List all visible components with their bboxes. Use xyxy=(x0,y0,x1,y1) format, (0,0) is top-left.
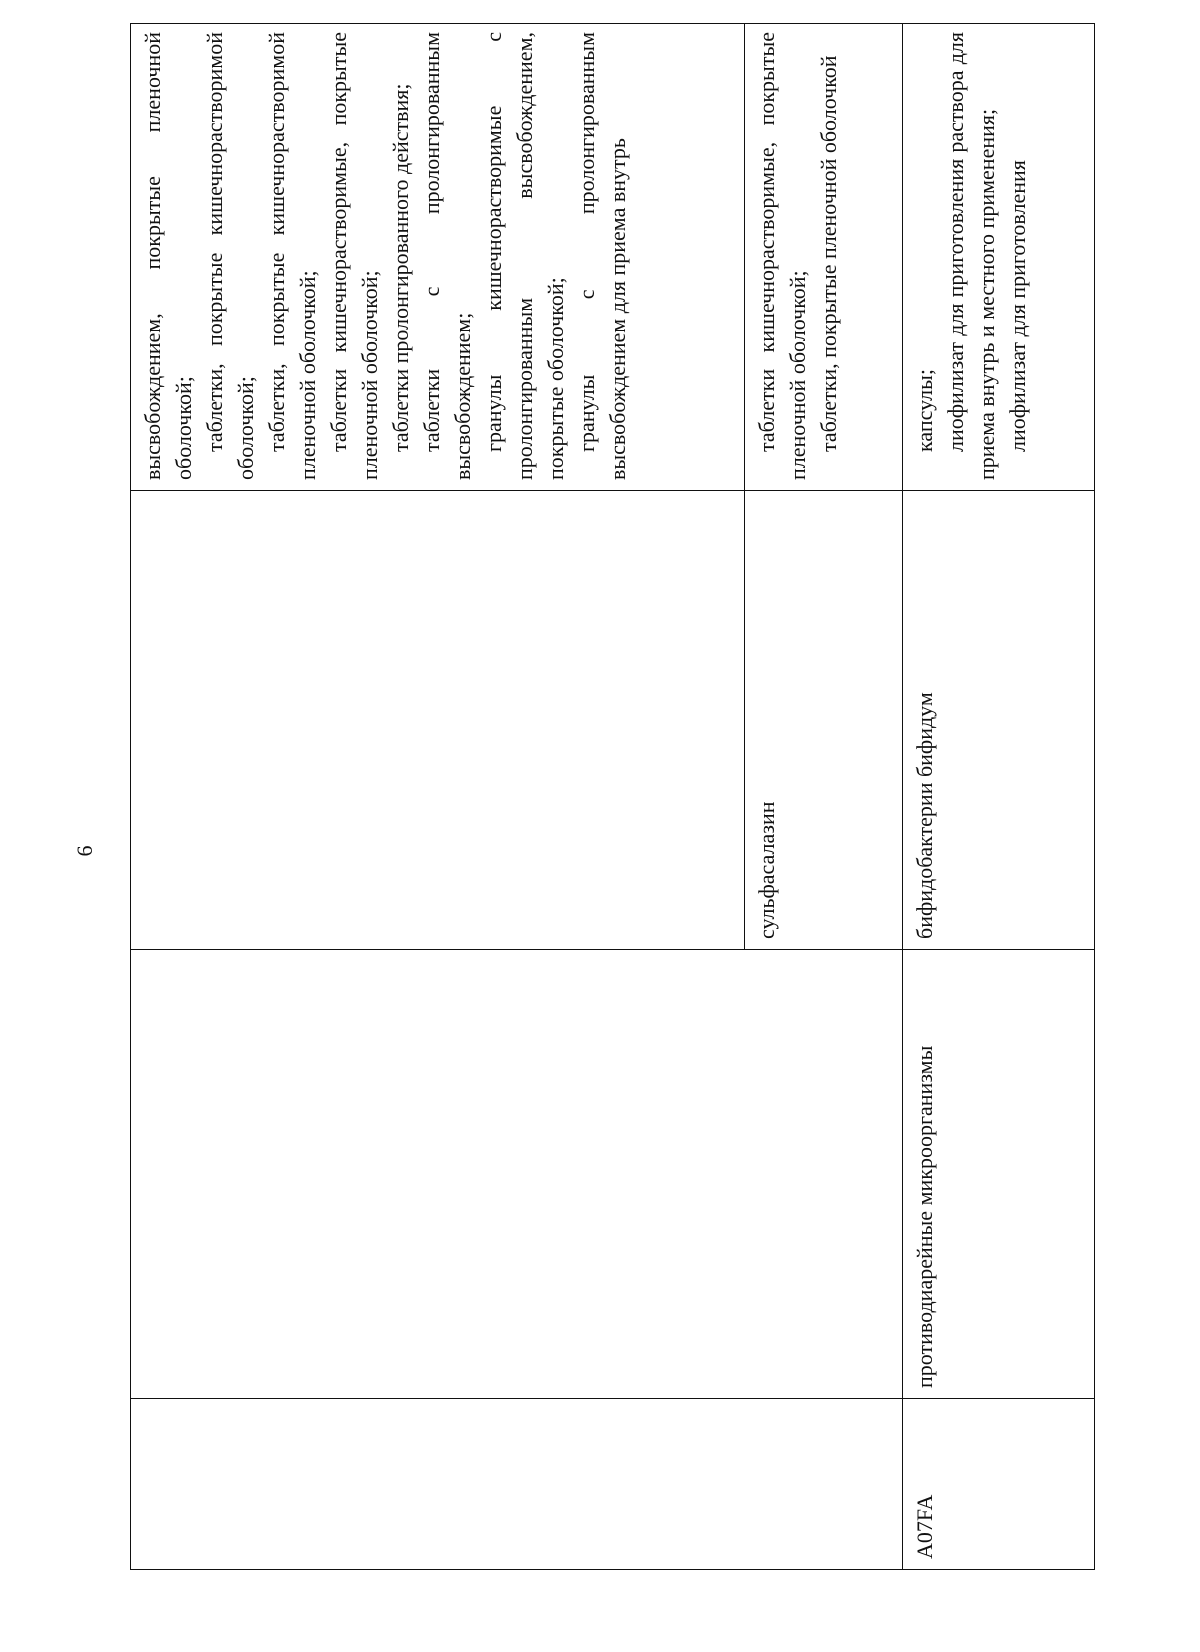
dosage-forms-cell xyxy=(902,24,1094,491)
dosage-form-line: таблетки с пролонгированным высвобождением; xyxy=(419,32,475,480)
group-cell xyxy=(745,950,903,1399)
dosage-form-line: таблетки, покрытые пленочной оболочкой xyxy=(816,55,842,452)
group-cell xyxy=(131,950,745,1399)
drug-name-cell: сульфасалазин xyxy=(745,491,903,950)
table-row xyxy=(131,24,745,1570)
dosage-form-line: таблетки пролонгированного действия; xyxy=(388,83,413,452)
atc-code-cell xyxy=(745,1399,903,1570)
dosage-form-line: гранулы с пролонгированным высвобождением для приема внутрь xyxy=(574,32,630,480)
dosage-form-line: таблетки, покрытые кишечнорастворимой пленочной оболочкой; xyxy=(264,32,320,480)
dosage-form-line: таблетки кишечнорастворимые, покрытые пленочной оболочкой; xyxy=(326,32,382,480)
dosage-forms-cell xyxy=(745,24,903,491)
dosage-form-line: таблетки, покрытые кишечнорастворимой оболочкой; xyxy=(202,32,258,480)
dosage-form-line: таблетки кишечнорастворимые, покрытые пленочной оболочкой; xyxy=(754,32,811,480)
table-row xyxy=(902,24,1094,1570)
drug-name-cell: бифидобактерии бифидум xyxy=(902,491,1094,950)
atc-code-cell: A07FA xyxy=(902,1399,1094,1570)
dosage-form-line: лиофилизат для приготовления раствора для приема внутрь и местного применения; xyxy=(942,32,999,480)
table-row xyxy=(745,24,903,1570)
group-cell: противодиарейные микроорганизмы xyxy=(902,950,1094,1399)
drug-name-cell xyxy=(131,491,745,950)
dosage-forms-cell xyxy=(131,24,745,491)
drug-table xyxy=(130,23,1095,1570)
dosage-form-line: капсулы; xyxy=(911,369,937,452)
page-number: 6 xyxy=(72,845,97,857)
dosage-form-line: гранулы кишечнорастворимые с пролонгированным высвобождением, покрытые оболочкой; xyxy=(481,32,568,480)
atc-code-cell xyxy=(131,1399,745,1570)
drug-table-rotated xyxy=(130,32,1095,1570)
dosage-form-line: высвобождением, покрытые пленочной оболочкой; xyxy=(140,32,196,480)
dosage-form-line: лиофилизат для приготовления xyxy=(1004,160,1030,452)
